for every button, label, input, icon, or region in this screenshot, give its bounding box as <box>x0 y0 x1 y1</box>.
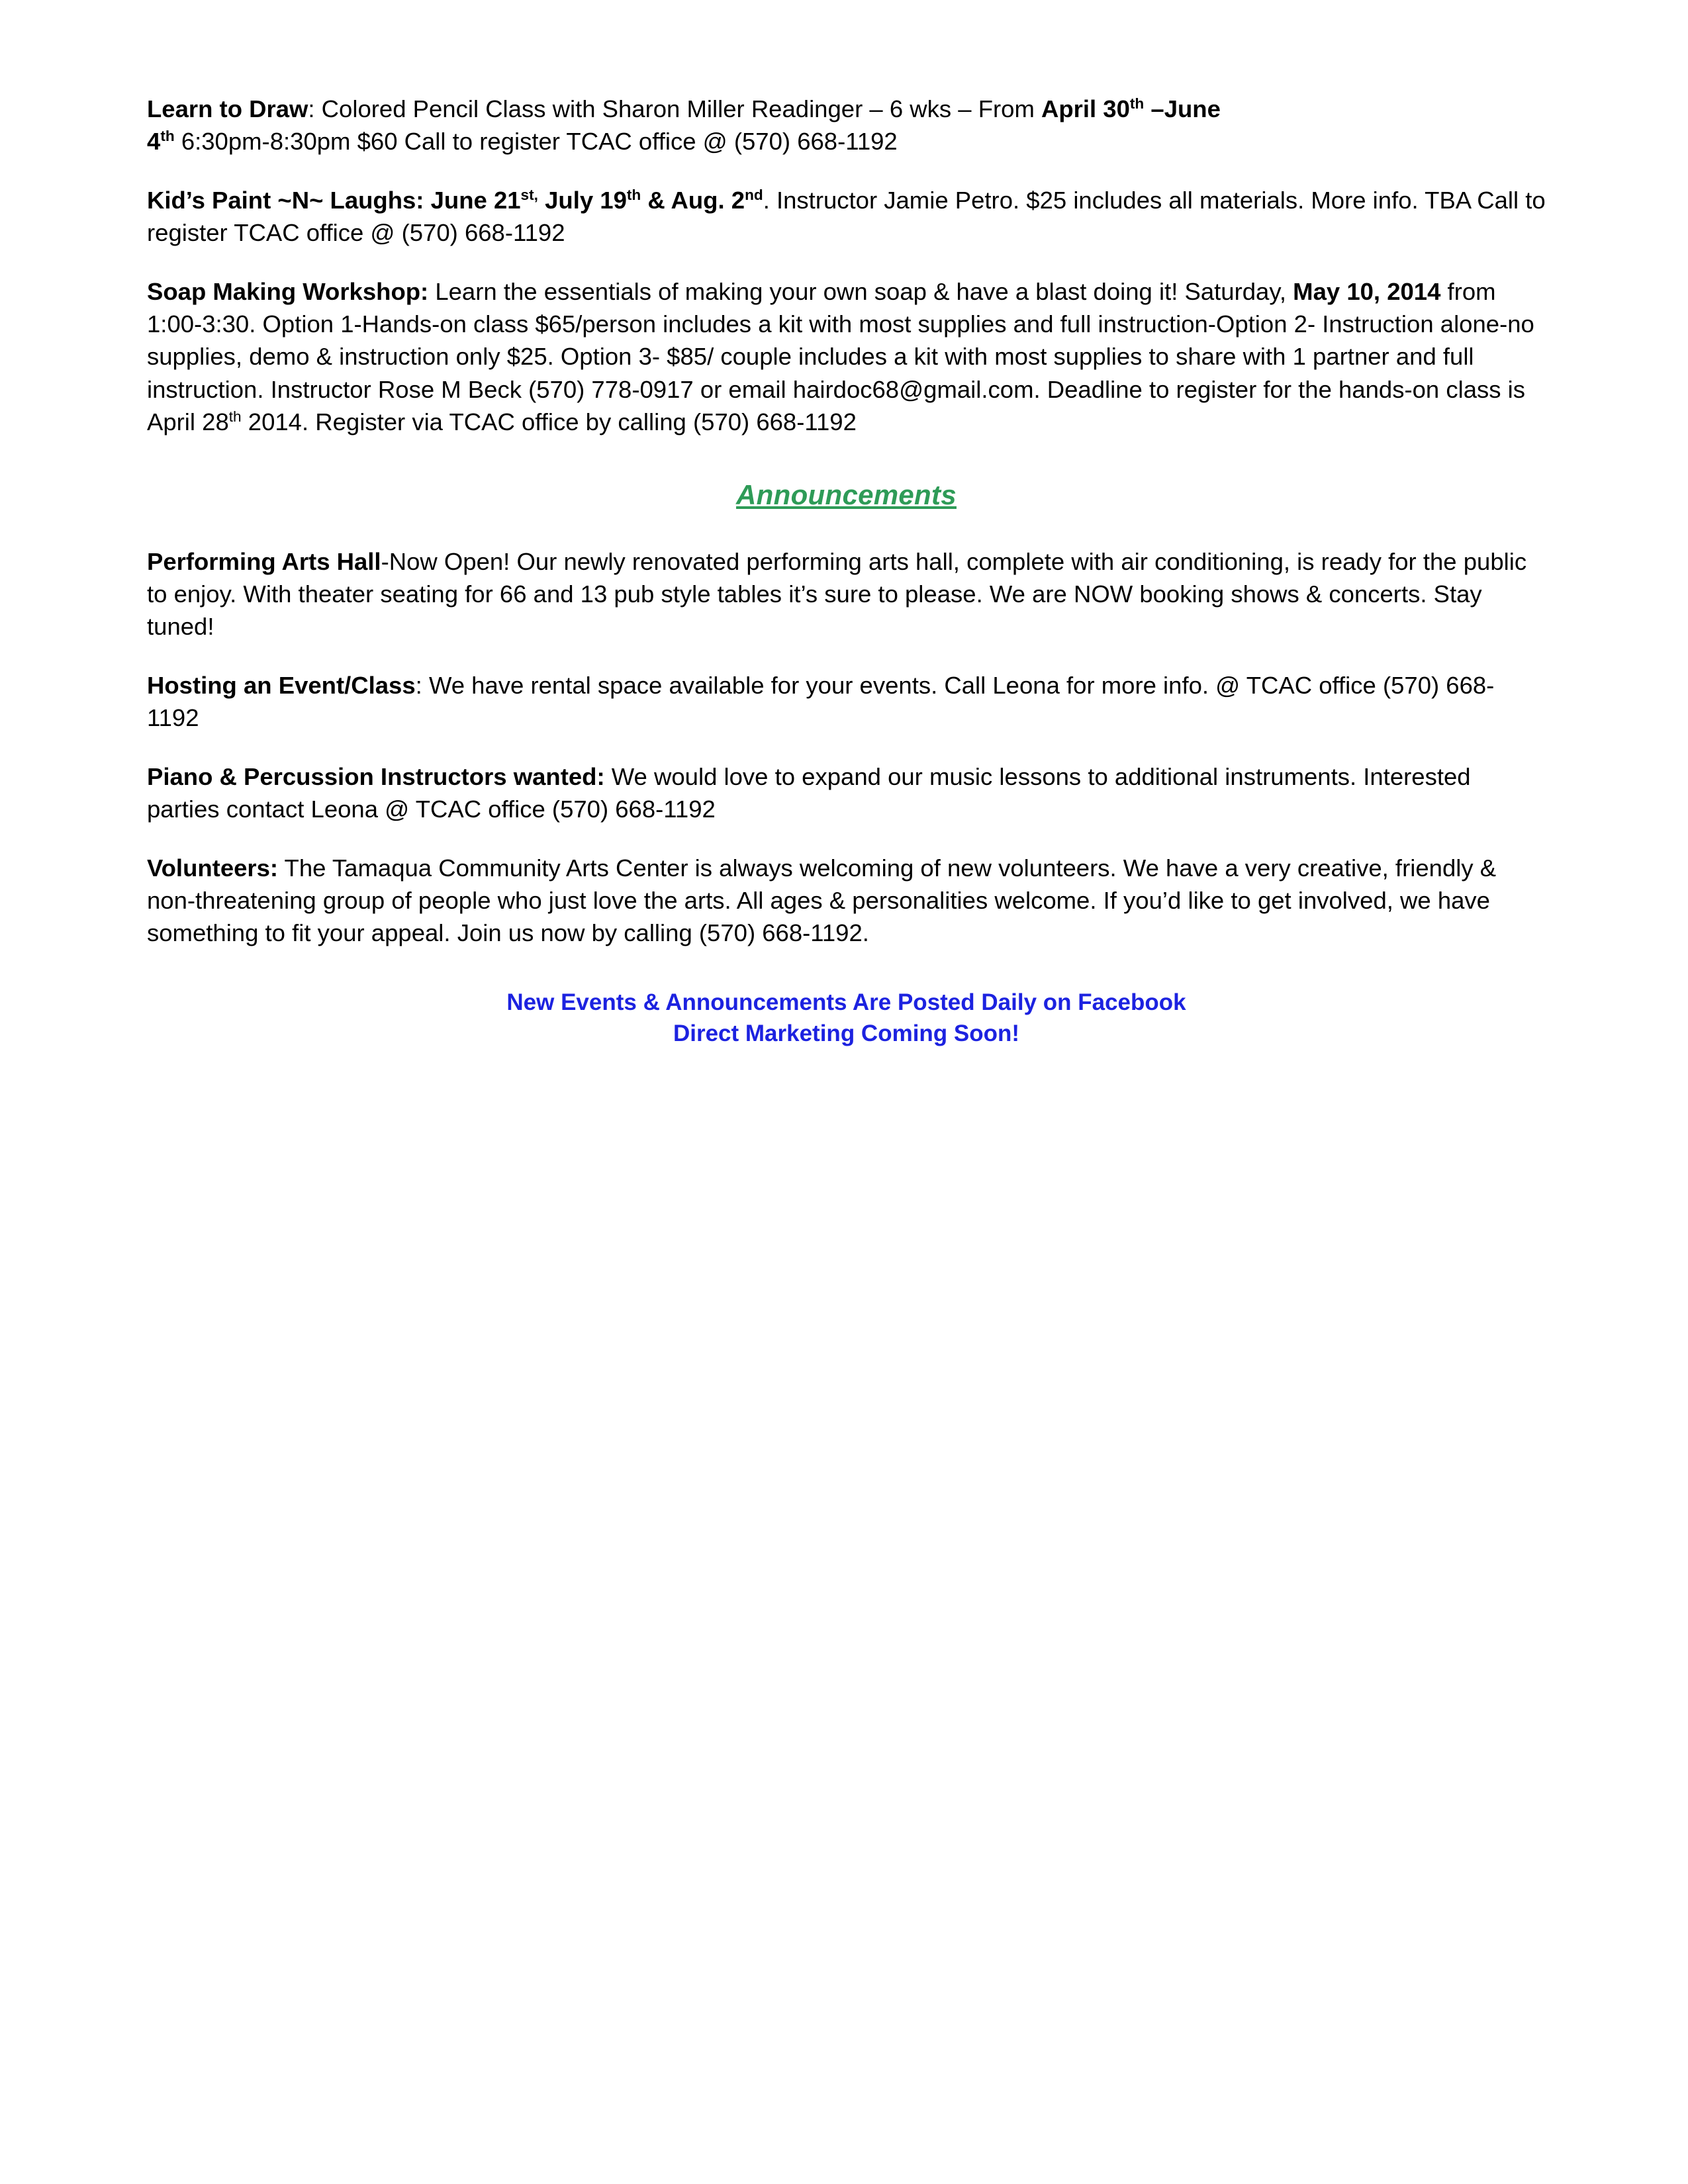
announcements-heading: Announcements <box>736 478 957 510</box>
performing-arts-hall-title: Performing Arts Hall <box>147 547 381 575</box>
superscript-th: th <box>160 127 175 144</box>
kids-paint-title-mid2: & Aug. 2 <box>641 187 745 214</box>
kids-paint-title-mid: July 19 <box>538 187 627 214</box>
paragraph-piano-percussion-instructors-wanted <box>147 760 1546 825</box>
learn-to-draw-date-end-sup <box>160 128 174 155</box>
footer-line-2: Direct Marketing Coming Soon! <box>673 1021 1020 1047</box>
kids-paint-sup-2 <box>627 187 641 214</box>
soap-making-title: Soap Making Workshop: <box>147 278 429 306</box>
paragraph-volunteers <box>147 852 1546 949</box>
paragraph-soap-making-workshop <box>147 275 1546 437</box>
superscript-nd: nd <box>745 187 763 203</box>
learn-to-draw-date-start: April 30 <box>1041 95 1130 122</box>
piano-percussion-body: We would love to expand our music lessons to additional instruments. Interested parties contact Leona @ TCAC office (570) 668-1192 <box>147 763 1471 823</box>
soap-making-body-3: 2014. Register via TCAC office by calling (570) 668-1192 <box>241 408 857 435</box>
learn-to-draw-title: Learn to Draw <box>147 95 308 122</box>
paragraph-performing-arts-hall <box>147 545 1546 643</box>
piano-percussion-title: Piano & Percussion Instructors wanted: <box>147 763 605 791</box>
soap-making-date: May 10, 2014 <box>1293 278 1441 306</box>
soap-making-body-2: from 1:00-3:30. Option 1-Hands-on class $65/person includes a kit with most supplies and full instruction-Option 2- Instruction alone-no supplies, demo & instruction only $25. Option 3- $85/ couple includes a kit with most supplies to share with 1 partner and full instruction. Instructor Rose M Beck (570) 778-0917 or email hairdoc68@gmail.com. Deadline to register for the hands-on class is April 28 <box>147 278 1534 435</box>
hosting-an-event-body: : We have rental space available for your events. Call Leona for more info. @ TCAC office (570) 668-1192 <box>147 671 1495 732</box>
learn-to-draw-details: 6:30pm-8:30pm $60 Call to register TCAC office @ (570) 668-1192 <box>174 128 898 156</box>
superscript-th: th <box>1129 95 1145 112</box>
superscript-th: th <box>626 187 641 203</box>
volunteers-body: The Tamaqua Community Arts Center is always welcoming of new volunteers. We have a very creative, friendly & non-threatening group of people who just love the arts. All ages & personalities welcome. If you’d like to get involved, we have something to fit your appeal. Join us now by calling (570) 668-1192. <box>147 854 1497 947</box>
footer-note <box>147 987 1546 1049</box>
learn-to-draw-date-start-sup <box>1130 95 1144 122</box>
learn-to-draw-date-end: 4 <box>147 128 161 156</box>
footer-line-1: New Events & Announcements Are Posted Daily on Facebook <box>506 989 1186 1016</box>
learn-to-draw-date-tail: –June <box>1144 95 1221 122</box>
kids-paint-sup-3 <box>745 187 763 214</box>
learn-to-draw-intro: : Colored Pencil Class with Sharon Miller Readinger – 6 wks – From <box>308 95 1041 122</box>
superscript-th: th <box>228 408 242 425</box>
kids-paint-sup-1 <box>521 187 538 214</box>
paragraph-learn-to-draw <box>147 93 1546 158</box>
paragraph-hosting-an-event-class <box>147 669 1546 734</box>
soap-making-body-1: Learn the essentials of making your own soap & have a blast doing it! Saturday, <box>428 278 1293 306</box>
hosting-an-event-title: Hosting an Event/Class <box>147 671 416 699</box>
superscript-st: st, <box>520 187 538 203</box>
performing-arts-hall-body: -Now Open! Our newly renovated performing arts hall, complete with air conditioning, is ready for the public to enjoy. With theater seating for 66 and 13 pub style tables it’s sure to please. We are NOW booking shows & concerts. Stay tuned! <box>147 547 1527 640</box>
kids-paint-body: . Instructor Jamie Petro. $25 includes all materials. More info. TBA Call to register TCAC office @ (570) 668-1192 <box>147 187 1546 247</box>
volunteers-title: Volunteers: <box>147 854 279 882</box>
kids-paint-title: Kid’s Paint ~N~ Laughs: June 21 <box>147 187 521 214</box>
paragraph-kids-paint-n-laughs <box>147 184 1546 249</box>
